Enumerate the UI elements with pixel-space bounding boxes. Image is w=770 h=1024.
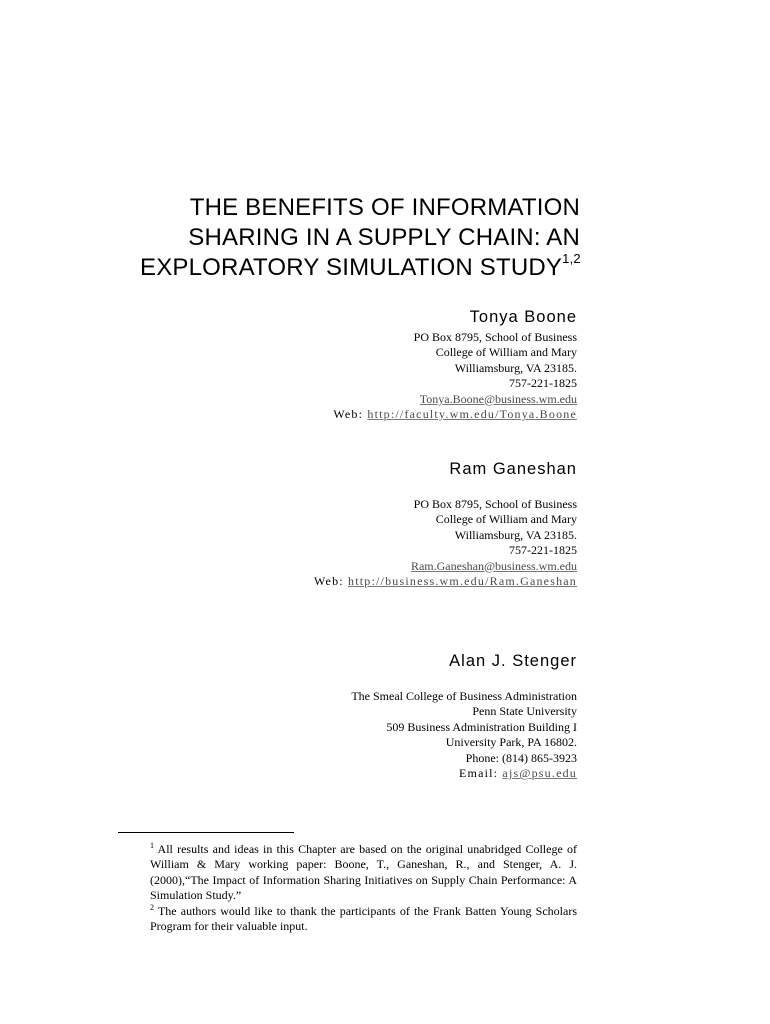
email-link[interactable]: ajs@psu.edu [502, 766, 577, 781]
author-block-ganeshan [157, 460, 577, 589]
web-link[interactable]: http://business.wm.edu/Ram.Ganeshan [348, 574, 577, 589]
address-line: College of William and Mary [435, 345, 577, 360]
author-block-stenger [157, 652, 577, 781]
footnote-marker: 2 [150, 902, 154, 912]
address-line: 509 Business Administration Building I [386, 719, 577, 734]
author-block-boone [157, 308, 577, 422]
title-line-3-text: EXPLORATORY SIMULATION STUDY [140, 254, 563, 281]
email-link[interactable]: Tonya.Boone@business.wm.edu [419, 391, 577, 406]
title-footnote-ref: 1,2 [562, 251, 581, 266]
email-label: Email: [459, 766, 499, 781]
address-line: Williamsburg, VA 23185. [454, 360, 577, 375]
address-line: Williamsburg, VA 23185. [454, 527, 577, 542]
address-line: The Smeal College of Business Administration [351, 689, 577, 703]
address-line: Phone: (814) 865-3923 [465, 750, 577, 765]
footnote-text: The authors would like to thank the participants of the Frank Batten Young Scholars Program for their valuable input. [150, 903, 577, 934]
author-address [157, 497, 577, 589]
address-line: 757-221-1825 [509, 543, 577, 558]
paper-title [140, 193, 580, 283]
footnotes [150, 842, 577, 934]
web-label: Web: [313, 574, 344, 589]
author-address [157, 330, 577, 422]
web-label: Web: [333, 407, 364, 422]
address-line: PO Box 8795, School of Business [413, 497, 577, 511]
address-line: PO Box 8795, School of Business [413, 330, 577, 344]
footnote-text: All results and ideas in this Chapter are based on the original unabridged College of William & Mary working paper: Boone, T., Ganeshan, R., and Stenger, A. J. (2000),“The Impact of Information Sharing Initiatives on Supply Chain Performance: A Simulation Study.” [150, 842, 577, 903]
author-name: Ram Ganeshan [449, 460, 577, 478]
author-address [157, 689, 577, 781]
author-name: Alan J. Stenger [449, 652, 577, 670]
footnote-separator [118, 832, 294, 833]
footnote-marker: 1 [150, 841, 154, 850]
web-link[interactable]: http://faculty.wm.edu/Tonya.Boone [367, 407, 577, 422]
author-name: Tonya Boone [469, 308, 577, 326]
title-line-1: THE BENEFITS OF INFORMATION [189, 194, 580, 221]
footnote-1 [150, 842, 577, 904]
address-line: University Park, PA 16802. [445, 735, 577, 750]
address-line: Penn State University [472, 704, 577, 719]
email-link[interactable]: Ram.Ganeshan@business.wm.edu [410, 558, 577, 573]
title-line-3 [140, 253, 580, 283]
footnote-2 [150, 904, 577, 935]
address-line: 757-221-1825 [509, 376, 577, 391]
address-line: College of William and Mary [435, 512, 577, 527]
title-line-2: SHARING IN A SUPPLY CHAIN: AN [188, 224, 580, 251]
